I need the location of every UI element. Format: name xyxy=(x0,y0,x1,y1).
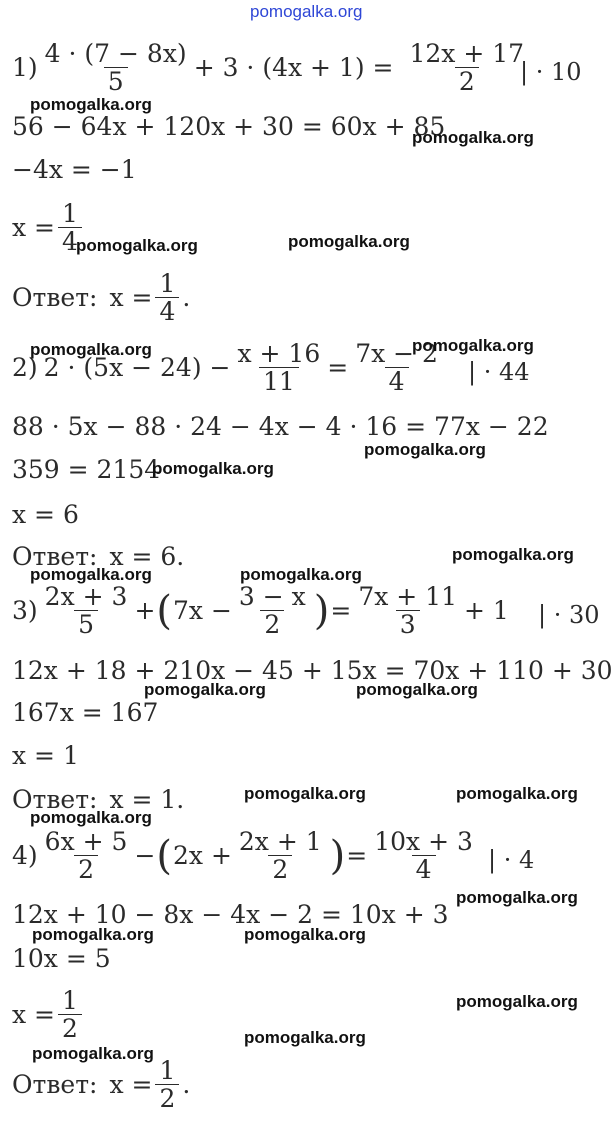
watermark: pomogalka.org xyxy=(144,680,266,699)
problem-4-multiplier: | · 4 xyxy=(488,846,535,874)
watermark: pomogalka.org xyxy=(30,808,152,827)
problem-3-equation xyxy=(12,583,509,638)
problem-4-fraction-3 xyxy=(370,828,477,883)
problem-1-answer xyxy=(12,270,190,325)
problem-2-fraction-1 xyxy=(233,340,324,395)
problem-2-step-2: 359 = 2154 xyxy=(12,455,161,484)
fraction-denominator: 2 xyxy=(155,1084,179,1112)
open-paren: ( xyxy=(156,587,172,634)
problem-4-step-2: 10x = 5 xyxy=(12,944,111,973)
problem-3-number: 3) xyxy=(12,596,38,625)
problem-1-equation xyxy=(12,40,531,95)
watermark: pomogalka.org xyxy=(456,992,578,1011)
problem-1-fraction-1 xyxy=(41,40,191,95)
problem-1-multiplier: | · 10 xyxy=(520,58,582,86)
problem-1-number: 1) xyxy=(12,53,38,82)
answer-period: . xyxy=(182,283,191,312)
fraction-denominator: 2 xyxy=(74,855,98,883)
problem-4-step-1: 12x + 10 − 8x − 4x − 2 = 10x + 3 xyxy=(12,900,449,929)
fraction-denominator: 4 xyxy=(155,297,179,325)
watermark: pomogalka.org xyxy=(456,888,578,907)
answer-label: Ответ: xyxy=(12,283,98,312)
watermark: pomogalka.org xyxy=(244,784,366,803)
watermark: pomogalka.org xyxy=(412,128,534,147)
problem-2-number: 2) xyxy=(12,353,38,382)
fraction-denominator: 5 xyxy=(104,67,128,95)
fraction-denominator: 4 xyxy=(58,227,82,255)
fraction-numerator: x + 16 xyxy=(237,339,321,368)
fraction-numerator: 2x + 1 xyxy=(238,827,322,856)
fraction-numerator: 7x + 11 xyxy=(358,582,457,611)
watermark: pomogalka.org xyxy=(244,925,366,944)
problem-3-tail: + 1 xyxy=(464,596,509,625)
fraction-denominator: 3 xyxy=(396,610,420,638)
fraction-numerator: 7x − 2 xyxy=(355,339,438,368)
fraction-numerator: 1 xyxy=(159,1056,176,1085)
problem-2-step-3: x = 6 xyxy=(12,500,79,529)
answer-fraction xyxy=(155,270,179,325)
watermark: pomogalka.org xyxy=(30,340,152,359)
watermark: pomogalka.org xyxy=(356,680,478,699)
fraction-numerator: 12x + 17 xyxy=(409,39,525,68)
fraction-numerator: 3 − x xyxy=(238,582,306,611)
problem-4-equation xyxy=(12,828,480,883)
fraction-numerator: 10x + 3 xyxy=(374,827,473,856)
watermark: pomogalka.org xyxy=(32,925,154,944)
problem-4-number: 4) xyxy=(12,841,38,870)
answer-value: x = 1. xyxy=(109,785,185,814)
answer-label: Ответ: xyxy=(12,785,98,814)
problem-3-fraction-1 xyxy=(41,583,132,638)
problem-1-step-2: −4x = −1 xyxy=(12,155,137,184)
watermark: pomogalka.org xyxy=(452,545,574,564)
watermark: pomogalka.org xyxy=(152,459,274,478)
fraction-denominator: 4 xyxy=(412,855,436,883)
problem-3-fraction-3 xyxy=(354,583,461,638)
watermark: pomogalka.org xyxy=(30,565,152,584)
watermark: pomogalka.org xyxy=(456,784,578,803)
problem-3-fraction-2 xyxy=(235,583,310,638)
answer-label: Ответ: xyxy=(12,1070,98,1099)
watermark: pomogalka.org xyxy=(30,95,152,114)
problem-1-step-1: 56 − 64x + 120x + 30 = 60x + 85 xyxy=(12,112,446,141)
answer-x: x = xyxy=(109,283,153,312)
fraction-numerator: 1 xyxy=(62,986,78,1015)
problem-3-step-2: 167x = 167 xyxy=(12,698,159,727)
site-watermark-top: pomogalka.org xyxy=(250,2,363,21)
answer-x: x = xyxy=(109,1070,153,1099)
problem-4-inner: 2x + xyxy=(173,841,232,870)
fraction-denominator: 11 xyxy=(259,367,299,395)
fraction-numerator: 4 · (7 − 8x) xyxy=(44,39,187,68)
solution-x: x = xyxy=(12,213,55,242)
fraction-denominator: 4 xyxy=(385,367,409,395)
answer-fraction xyxy=(155,1057,179,1112)
open-paren: ( xyxy=(156,832,172,879)
answer-label: Ответ: xyxy=(12,542,98,571)
problem-3-step-1: 12x + 18 + 210x − 45 + 15x = 70x + 110 + 30 xyxy=(12,656,613,685)
fraction-numerator: 1 xyxy=(159,269,176,298)
problem-3-step-3: x = 1 xyxy=(12,741,79,770)
fraction-denominator: 2 xyxy=(455,67,479,95)
problem-4-minus: − xyxy=(134,841,156,870)
answer-period: . xyxy=(182,1070,191,1099)
problem-2-step-1: 88 · 5x − 88 · 24 − 4x − 4 · 16 = 77x − 22 xyxy=(12,412,549,441)
problem-3-plus: + xyxy=(134,596,156,625)
problem-3-equals: = xyxy=(330,596,352,625)
watermark: pomogalka.org xyxy=(76,236,198,255)
fraction-numerator: 6x + 5 xyxy=(44,827,128,856)
fraction-numerator: 2x + 3 xyxy=(44,582,128,611)
problem-1-fraction-2 xyxy=(405,40,528,95)
close-paren: ) xyxy=(329,832,346,879)
problem-4-solution xyxy=(12,987,85,1042)
watermark: pomogalka.org xyxy=(244,1028,366,1047)
problem-4-answer xyxy=(12,1057,190,1112)
fraction-denominator: 2 xyxy=(58,1014,82,1042)
problem-3-multiplier: | · 30 xyxy=(538,601,600,629)
fraction-denominator: 5 xyxy=(74,610,98,638)
watermark: pomogalka.org xyxy=(32,1044,154,1063)
problem-2-multiplier: | · 44 xyxy=(468,358,530,386)
fraction-denominator: 2 xyxy=(260,610,284,638)
watermark: pomogalka.org xyxy=(412,336,534,355)
answer-value: x = 6. xyxy=(109,542,185,571)
problem-2-equals: = xyxy=(327,353,349,382)
problem-4-fraction-1 xyxy=(41,828,132,883)
problem-1-middle: + 3 · (4x + 1) = xyxy=(193,53,394,82)
watermark: pomogalka.org xyxy=(288,232,410,251)
watermark: pomogalka.org xyxy=(364,440,486,459)
problem-2-left: 2 · (5x − 24) − xyxy=(43,353,231,382)
watermark: pomogalka.org xyxy=(240,565,362,584)
solution-fraction xyxy=(58,987,82,1042)
close-paren: ) xyxy=(313,587,330,634)
problem-4-equals: = xyxy=(346,841,368,870)
problem-3-inner: 7x − xyxy=(173,596,232,625)
problem-1-solution xyxy=(12,200,85,255)
solution-x: x = xyxy=(12,1000,55,1029)
fraction-numerator: 1 xyxy=(62,199,78,228)
fraction-denominator: 2 xyxy=(268,855,292,883)
problem-4-fraction-2 xyxy=(235,828,326,883)
